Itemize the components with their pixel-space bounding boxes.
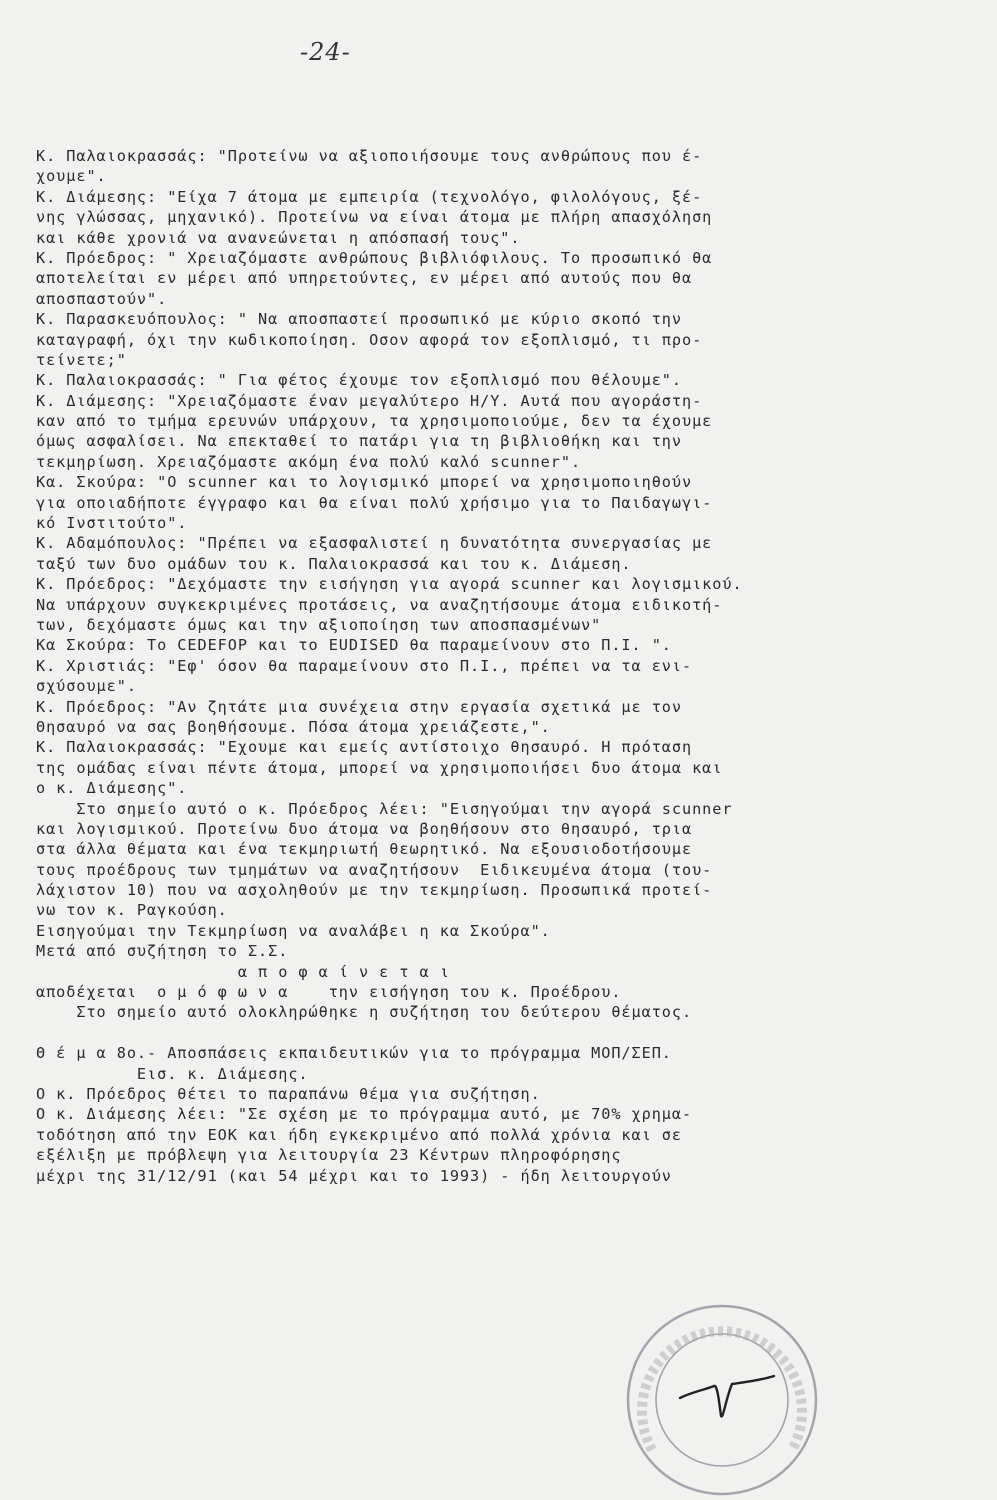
text-line: όμως ασφαλίσει. Να επεκταθεί το πατάρι για τη βιβλιοθήκη και την (36, 432, 682, 451)
text-line: τοδότηση από την ΕΟΚ και ήδη εγκεκριμένο από πολλά χρόνια και σε (36, 1125, 682, 1144)
text-line: και κάθε χρονιά να ανανεώνεται η απόσπασή τους". (36, 228, 521, 247)
text-line: καταγραφή, όχι την κωδικοποίηση. Οσον αφορά τον εξοπλισμό, τι προ- (36, 330, 703, 349)
text-line: Κ. Χριστιάς: "Εφ' όσον θα παραμείνουν στο Π.Ι., πρέπει να τα ενι- (36, 656, 693, 675)
text-line: Στο σημείο αυτό ολοκληρώθηκε η συζήτηση του δεύτερου θέματος. (36, 1003, 693, 1022)
section-gap (36, 1023, 976, 1043)
text-line: τείνετε;" (36, 350, 127, 369)
text-line: Κ. Παλαιοκρασσάς: " Για φέτος έχουμε τον εξοπλισμό που θέλουμε". (36, 371, 682, 390)
text-line: νω τον κ. Ραγκούση. (36, 901, 228, 920)
text-line: Κ. Παρασκευόπουλος: " Να αποσπαστεί προσωπικό με κύριο σκοπό την (36, 310, 682, 329)
text-line: Κ. Παλαιοκρασσάς: "Προτείνω να αξιοποιήσουμε τους ανθρώπους που έ- (36, 147, 703, 165)
text-line: λάχιστον 10) που να ασχοληθούν με την τεκμηρίωση. Προσωπικά προτεί- (36, 881, 713, 900)
decision-heading: α π ο φ α ί ν ε τ α ι (36, 962, 450, 981)
text-line: Μετά από συζήτηση το Σ.Σ. (36, 942, 289, 961)
text-line: τεκμηρίωση. Χρειαζόμαστε ακόμη ένα πολύ καλό scunner". (36, 452, 582, 471)
text-line: Κ. Πρόεδρος: "Αν ζητάτε μια συνέχεια στην εργασία σχετικά με τον (36, 697, 682, 716)
text-line: εξέλιξη με πρόβλεψη για λειτουργία 23 Κέντρων πληροφόρησης (36, 1146, 622, 1165)
official-stamp-seal (622, 1300, 822, 1500)
stamp-lettering-arc (642, 1331, 802, 1450)
topic-section (36, 1043, 976, 1186)
text-line: αποτελείται εν μέρει από υπηρετούντες, εν μέρει από αυτούς που θα (36, 269, 693, 288)
discussion-section (36, 146, 976, 1023)
topic-rapporteur: Εισ. κ. Διάμεσης. (36, 1064, 309, 1083)
text-line: Κ. Διάμεσης: "Χρειαζόμαστε έναν μεγαλύτερο Η/Υ. Αυτά που αγοράστη- (36, 391, 703, 410)
text-line: Στο σημείο αυτό ο κ. Πρόεδρος λέει: "Εισηγούμαι την αγορά scunner (36, 799, 733, 818)
text-line: καν από το τμήμα ερευνών υπάρχουν, τα χρησιμοποιούμε, δεν τα έχουμε (36, 412, 713, 431)
decision-line: αποδέχεται ο μ ό φ ω ν α την εισήγηση του κ. Προέδρου. (36, 983, 622, 1002)
text-line: Κα Σκούρα: Το CEDEFOP και το EUDISED θα παραμείνουν στο Π.Ι. ". (36, 636, 672, 655)
text-line: των, δεχόμαστε όμως και την αξιοποίηση των αποσπασμένων" (36, 615, 602, 634)
text-line: και λογισμικού. Προτείνω δυο άτομα να βοηθήσουν στο θησαυρό, τρια (36, 819, 693, 838)
text-line: για οποιαδήποτε έγγραφο και θα είναι πολύ χρήσιμο για το Παιδαγωγι- (36, 493, 713, 512)
text-line: Κ. Διάμεσης: "Είχα 7 άτομα με εμπειρία (τεχνολόγο, φιλολόγους, ξέ- (36, 187, 703, 206)
text-line: μέχρι της 31/12/91 (και 54 μέχρι και το 1993) - ήδη λειτουργούν (36, 1166, 672, 1185)
signature-mark (680, 1376, 774, 1416)
text-line: αποσπαστούν". (36, 289, 168, 308)
text-line: σχύσουμε". (36, 677, 137, 696)
text-line: στα άλλα θέματα και ένα τεκμηριωτή θεωρητικό. Να εξουσιοδοτήσουμε (36, 840, 693, 859)
text-line: ο κ. Διάμεσης". (36, 779, 188, 798)
text-line: Να υπάρχουν συγκεκριμένες προτάσεις, να αναζητήσουμε άτομα ειδικοτή- (36, 595, 723, 614)
stamp-inner-ring (656, 1334, 788, 1466)
text-line: Ο κ. Διάμεσης λέει: "Σε σχέση με το πρόγραμμα αυτό, με 70% χρημα- (36, 1105, 693, 1124)
text-line: Ο κ. Πρόεδρος θέτει το παραπάνω θέμα για συζήτηση. (36, 1084, 541, 1103)
text-line: Κ. Πρόεδρος: "Δεχόμαστε την εισήγηση για αγορά scunner και λογισμικού. (36, 575, 743, 594)
text-line: Θησαυρό να σας βοηθήσουμε. Πόσα άτομα χρειάζεστε,". (36, 717, 551, 736)
page-number: -24- (300, 38, 351, 66)
text-line: κό Ινστιτούτο". (36, 514, 188, 533)
text-line: Κ. Πρόεδρος: " Χρειαζόμαστε ανθρώπους βιβλιόφιλους. Το προσωπικό θα (36, 248, 713, 267)
text-line: ταξύ των δυο ομάδων του κ. Παλαιοκρασσά και του κ. Διάμεση. (36, 554, 632, 573)
text-line: Εισηγούμαι την Τεκμηρίωση να αναλάβει η κα Σκούρα". (36, 921, 551, 940)
text-line: Κ. Αδαμόπουλος: "Πρέπει να εξασφαλιστεί η δυνατότητα συνεργασίας με (36, 534, 713, 553)
text-line: Κα. Σκούρα: "Ο scunner και το λογισμικό μπορεί να χρησιμοποιηθούν (36, 473, 693, 492)
topic-heading: Θ έ μ α 8ο.- Αποσπάσεις εκπαιδευτικών για το πρόγραμμα ΜΟΠ/ΣΕΠ. (36, 1044, 672, 1063)
text-line: Κ. Παλαιοκρασσάς: "Εχουμε και εμείς αντίστοιχο θησαυρό. Η πρόταση (36, 738, 693, 757)
text-line: χουμε". (36, 167, 107, 186)
text-line: της ομάδας είναι πέντε άτομα, μπορεί να χρησιμοποιήσει δυο άτομα και (36, 758, 723, 777)
text-line: νης γλώσσας, μηχανικό). Προτείνω να είναι άτομα με πλήρη απασχόληση (36, 208, 713, 227)
text-line: τους προέδρους των τμημάτων να αναζητήσουν Ειδικευμένα άτομα (του- (36, 860, 713, 879)
minutes-body (36, 146, 976, 1186)
